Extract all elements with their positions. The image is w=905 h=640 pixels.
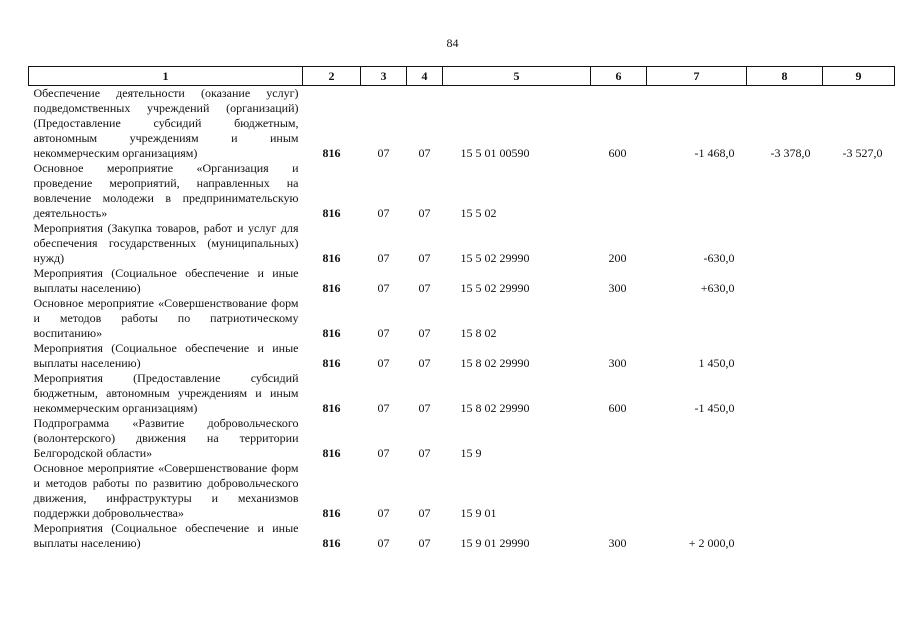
row-section: 07 <box>377 401 390 415</box>
row-description: Мероприятия (Предоставление субсидий бюджетным, автономным учреждениям и иным некоммерческим организациям) <box>33 371 299 415</box>
row-target-article: 15 5 02 <box>460 206 497 220</box>
row-expense-type: 300 <box>608 281 627 295</box>
row-section: 07 <box>377 146 390 160</box>
row-section: 07 <box>377 506 390 520</box>
row-target-article: 15 8 02 <box>460 326 497 340</box>
row-ministry-code: 816 <box>322 146 341 160</box>
header-col-1: 1 <box>29 67 303 86</box>
row-description: Мероприятия (Социальное обеспечение и иные выплаты населению) <box>33 266 299 295</box>
row-expense-type: 200 <box>608 251 627 265</box>
row-amount-3 <box>823 521 895 551</box>
row-subsection: 07 <box>418 356 431 370</box>
row-amount-1 <box>647 161 747 221</box>
row-subsection: 07 <box>418 536 431 550</box>
row-amount-1: +630,0 <box>700 281 735 295</box>
row-ministry-code: 816 <box>322 281 341 295</box>
header-col-8: 8 <box>747 67 823 86</box>
row-ministry-code: 816 <box>322 251 341 265</box>
row-subsection: 07 <box>418 401 431 415</box>
row-target-article: 15 9 01 29990 <box>460 536 530 550</box>
row-subsection: 07 <box>418 251 431 265</box>
header-col-9: 9 <box>823 67 895 86</box>
row-amount-3 <box>823 221 895 266</box>
row-amount-2 <box>747 416 823 461</box>
row-expense-type <box>591 296 647 341</box>
row-amount-3 <box>823 341 895 371</box>
row-amount-2 <box>747 266 823 296</box>
row-amount-1: -1 468,0 <box>694 146 735 160</box>
row-amount-1 <box>647 461 747 521</box>
row-section: 07 <box>377 206 390 220</box>
row-target-article: 15 8 02 29990 <box>460 356 530 370</box>
row-ministry-code: 816 <box>322 446 341 460</box>
row-amount-3 <box>823 371 895 416</box>
row-expense-type <box>591 416 647 461</box>
row-ministry-code: 816 <box>322 356 341 370</box>
table-row <box>29 341 895 371</box>
row-subsection: 07 <box>418 146 431 160</box>
row-target-article: 15 8 02 29990 <box>460 401 530 415</box>
row-ministry-code: 816 <box>322 536 341 550</box>
table-row <box>29 371 895 416</box>
budget-table <box>28 66 895 551</box>
row-subsection: 07 <box>418 326 431 340</box>
header-col-4: 4 <box>407 67 443 86</box>
row-amount-1 <box>647 296 747 341</box>
row-amount-1: -630,0 <box>703 251 735 265</box>
row-target-article: 15 5 02 29990 <box>460 281 530 295</box>
header-col-3: 3 <box>361 67 407 86</box>
table-row <box>29 461 895 521</box>
header-col-2: 2 <box>303 67 361 86</box>
row-target-article: 15 5 01 00590 <box>460 146 530 160</box>
row-ministry-code: 816 <box>322 206 341 220</box>
row-target-article: 15 9 <box>460 446 482 460</box>
row-ministry-code: 816 <box>322 401 341 415</box>
table-row <box>29 521 895 551</box>
row-expense-type: 300 <box>608 536 627 550</box>
table-row <box>29 221 895 266</box>
row-amount-2 <box>747 461 823 521</box>
row-amount-1 <box>647 416 747 461</box>
row-section: 07 <box>377 536 390 550</box>
row-expense-type: 600 <box>608 401 627 415</box>
row-section: 07 <box>377 281 390 295</box>
row-expense-type: 300 <box>608 356 627 370</box>
row-subsection: 07 <box>418 446 431 460</box>
row-amount-1: + 2 000,0 <box>688 536 735 550</box>
table-row <box>29 266 895 296</box>
row-description: Мероприятия (Закупка товаров, работ и услуг для обеспечения государственных (муниципальных) нужд) <box>33 221 299 265</box>
row-amount-3 <box>823 296 895 341</box>
row-description: Основное мероприятие «Совершенствование форм и методов работы по развитию добровольческого движения, инфраструктуры и механизмов поддержки добровольчества» <box>33 461 299 520</box>
row-subsection: 07 <box>418 281 431 295</box>
row-amount-3 <box>823 161 895 221</box>
row-target-article: 15 5 02 29990 <box>460 251 530 265</box>
row-ministry-code: 816 <box>322 506 341 520</box>
row-amount-2 <box>747 296 823 341</box>
row-description: Основное мероприятие «Совершенствование форм и методов работы по патриотическому воспитанию» <box>33 296 299 340</box>
row-amount-3 <box>823 266 895 296</box>
row-amount-1: 1 450,0 <box>698 356 735 370</box>
row-description: Обеспечение деятельности (оказание услуг) подведомственных учреждений (организаций) (Предоставление субсидий бюджетным, автономным учреждениям и иным некоммерческим организациям) <box>33 86 299 160</box>
table-row <box>29 86 895 162</box>
row-amount-3: -3 527,0 <box>842 146 883 160</box>
row-ministry-code: 816 <box>322 326 341 340</box>
header-col-7: 7 <box>647 67 747 86</box>
row-description: Основное мероприятие «Организация и проведение мероприятий, направленных на вовлечение молодежи в предпринимательскую деятельность» <box>33 161 299 220</box>
row-description: Подпрограмма «Развитие добровольческого (волонтерского) движения на территории Белгородской области» <box>33 416 299 460</box>
row-subsection: 07 <box>418 506 431 520</box>
row-target-article: 15 9 01 <box>460 506 497 520</box>
row-section: 07 <box>377 251 390 265</box>
row-description: Мероприятия (Социальное обеспечение и иные выплаты населению) <box>33 521 299 550</box>
row-amount-2 <box>747 341 823 371</box>
row-amount-1: -1 450,0 <box>694 401 735 415</box>
row-expense-type <box>591 461 647 521</box>
header-row <box>29 67 895 86</box>
row-amount-3 <box>823 461 895 521</box>
page-number: 84 <box>446 36 459 50</box>
row-amount-2: -3 378,0 <box>770 146 811 160</box>
row-subsection: 07 <box>418 206 431 220</box>
row-section: 07 <box>377 356 390 370</box>
row-expense-type <box>591 161 647 221</box>
table-body <box>29 86 895 552</box>
header-col-5: 5 <box>443 67 591 86</box>
table-row <box>29 296 895 341</box>
row-amount-2 <box>747 161 823 221</box>
row-amount-3 <box>823 416 895 461</box>
header-col-6: 6 <box>591 67 647 86</box>
row-amount-2 <box>747 371 823 416</box>
row-amount-2 <box>747 221 823 266</box>
row-description: Мероприятия (Социальное обеспечение и иные выплаты населению) <box>33 341 299 370</box>
row-expense-type: 600 <box>608 146 627 160</box>
row-section: 07 <box>377 326 390 340</box>
row-amount-2 <box>747 521 823 551</box>
row-section: 07 <box>377 446 390 460</box>
table-row <box>29 416 895 461</box>
table-row <box>29 161 895 221</box>
